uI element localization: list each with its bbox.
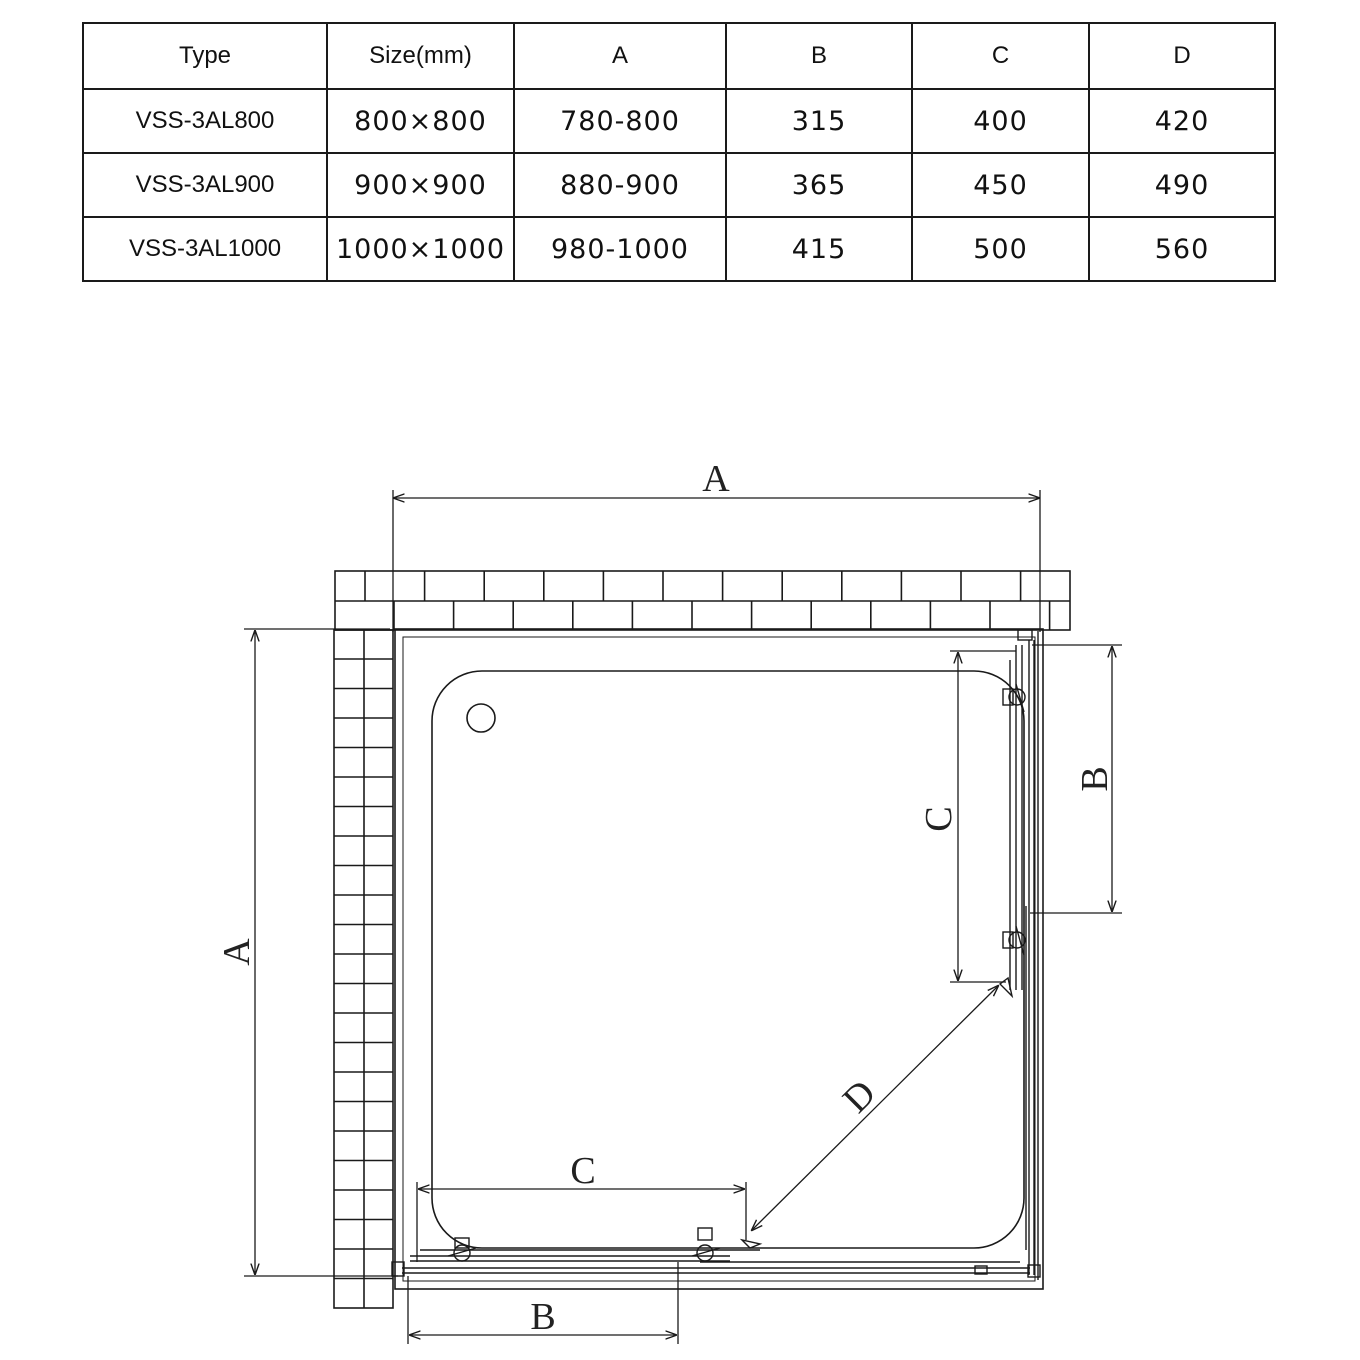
cell-size: 900×900 xyxy=(327,153,514,217)
cell-c: 500 xyxy=(912,217,1089,281)
cell-type: VSS-3AL1000 xyxy=(83,217,327,281)
header-b: B xyxy=(726,23,912,89)
brick-wall-top xyxy=(335,571,1070,630)
dim-label-c-right: C xyxy=(918,806,960,832)
dim-label-b-bottom: B xyxy=(530,1296,556,1338)
door-handle-icon xyxy=(742,1240,760,1248)
cell-a: 780-800 xyxy=(514,89,726,153)
cell-type: VSS-3AL800 xyxy=(83,89,327,153)
cell-d: 560 xyxy=(1089,217,1275,281)
shower-tray xyxy=(395,629,1043,1289)
bottom-glass-panels xyxy=(392,1250,1030,1276)
header-size: Size(mm) xyxy=(327,23,514,89)
cell-c: 450 xyxy=(912,153,1089,217)
cell-b: 365 xyxy=(726,153,912,217)
dim-label-d: D xyxy=(834,1071,885,1122)
cell-a: 980-1000 xyxy=(514,217,726,281)
cell-a: 880-900 xyxy=(514,153,726,217)
cell-d: 490 xyxy=(1089,153,1275,217)
cell-c: 400 xyxy=(912,89,1089,153)
drain-icon xyxy=(467,704,495,732)
header-a: A xyxy=(514,23,726,89)
cell-size: 800×800 xyxy=(327,89,514,153)
cell-d: 420 xyxy=(1089,89,1275,153)
cell-size: 1000×1000 xyxy=(327,217,514,281)
cell-b: 415 xyxy=(726,217,912,281)
dim-label-a-top: A xyxy=(702,458,730,500)
header-d: D xyxy=(1089,23,1275,89)
dim-label-a-left: A xyxy=(216,938,258,966)
dim-label-b-right: B xyxy=(1074,766,1116,792)
dim-label-c-bottom: C xyxy=(570,1150,596,1192)
cell-b: 315 xyxy=(726,89,912,153)
brick-wall-left xyxy=(334,630,393,1308)
header-c: C xyxy=(912,23,1089,89)
tray-basin xyxy=(432,671,1024,1248)
header-type: Type xyxy=(83,23,327,89)
cell-type: VSS-3AL900 xyxy=(83,153,327,217)
